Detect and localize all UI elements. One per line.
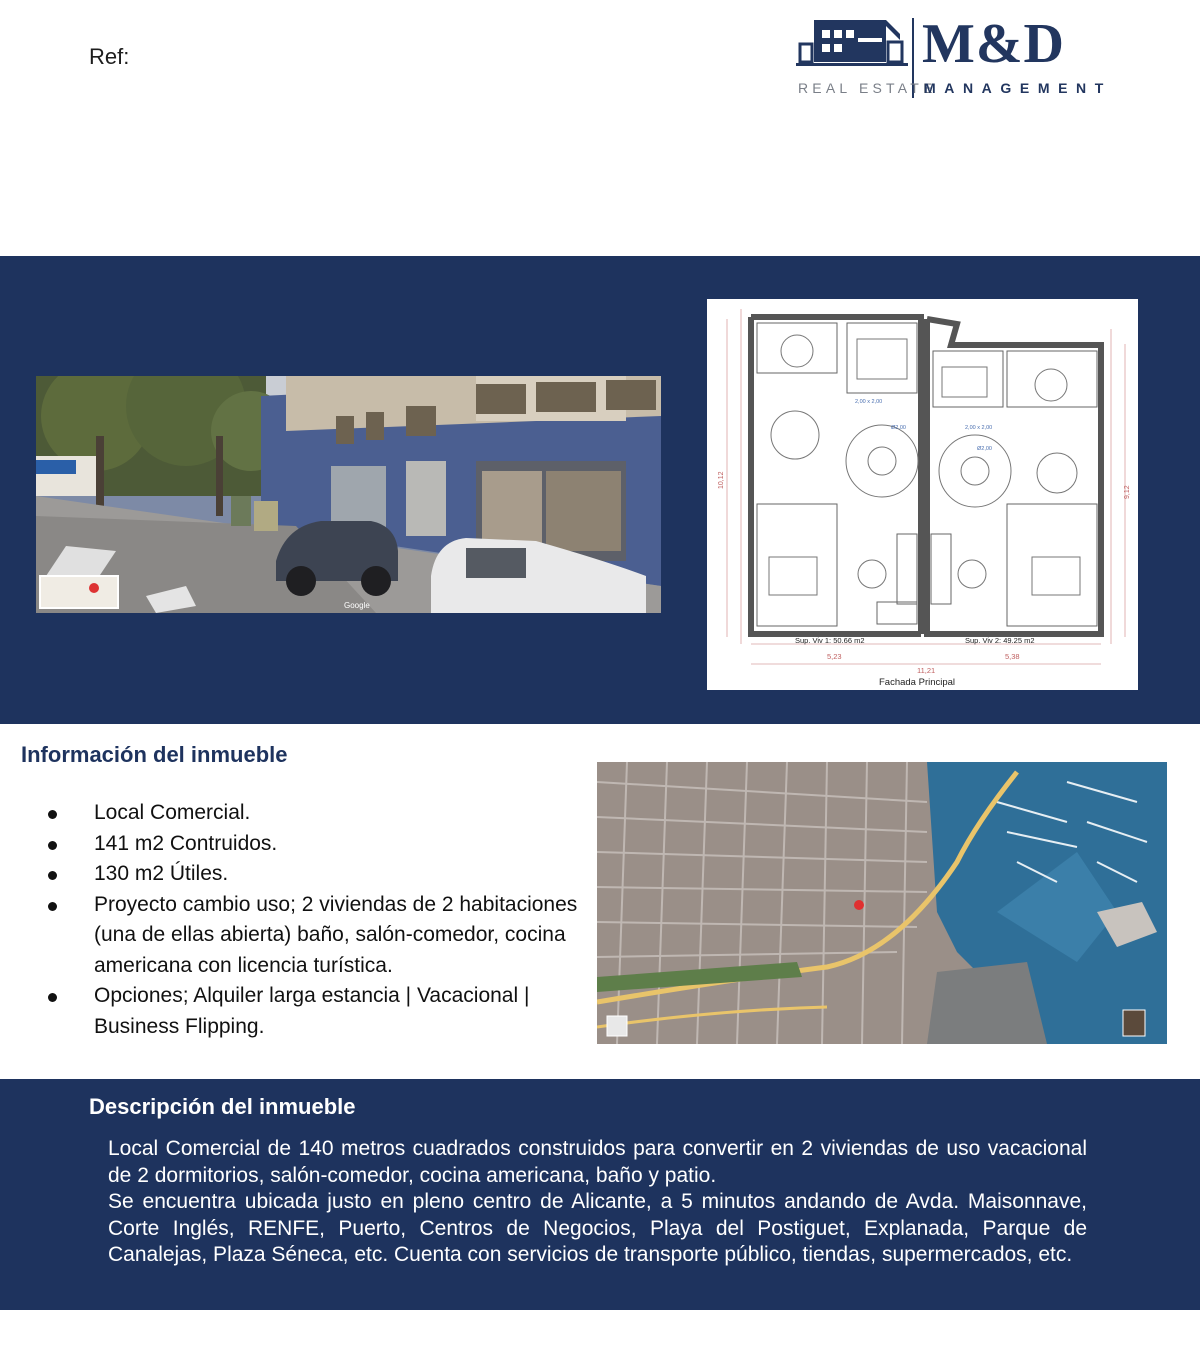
location-map (597, 762, 1167, 1044)
description-paragraph: Se encuentra ubicada justo en pleno centro de Alicante, a 5 minutos andando de Avda. Maisonnave, Corte Inglés, RENFE, Puerto, Centros de Negocios, Playa del Postiguet, Explanada, Parque de Canalejas, Plaza Séneca, etc. Cuenta con servicios de transporte público, tiendas, supermercados, etc. (108, 1190, 1087, 1266)
floor-plan-drawing (707, 299, 1138, 690)
logo-real-estate: REAL ESTATE (798, 80, 937, 96)
dim-height-right: 9,12 (1124, 485, 1131, 499)
bullet-icon (48, 871, 57, 880)
bed1-dim: 2,00 x 2,00 (855, 399, 883, 405)
ref-label: Ref: (89, 44, 130, 69)
facade-label: Fachada Principal (879, 677, 956, 688)
info-title: Información del inmueble (21, 742, 288, 767)
street-scene-image (36, 376, 661, 613)
list-item (40, 829, 600, 860)
list-item (40, 859, 600, 890)
google-watermark: Google (344, 601, 370, 610)
list-item (40, 890, 600, 982)
company-logo (796, 13, 1112, 102)
list-item-text: Local Comercial. (94, 801, 251, 824)
dim-total: 11,21 (917, 666, 936, 675)
street-view-photo (36, 376, 661, 613)
satellite-map-image (597, 762, 1167, 1044)
bullet-icon (48, 841, 57, 850)
list-item-text: Proyecto cambio uso; 2 viviendas de 2 habitaciones (una de ellas abierta) baño, salón-comedor, cocina americana con licencia turística. (94, 892, 578, 977)
bullet-icon (48, 810, 57, 819)
bed2-dim: 2,00 x 2,00 (965, 425, 993, 431)
list-item-text: 130 m2 Útiles. (94, 862, 229, 885)
dim-left: 5,23 (827, 652, 842, 661)
description-body (108, 1136, 1087, 1269)
info-list (40, 798, 600, 1042)
bullet-icon (48, 993, 57, 1002)
table1-dim: Ø2,00 (891, 425, 906, 431)
logo-management: MANAGEMENT (924, 80, 1112, 96)
dim-right: 5,38 (1005, 652, 1020, 661)
floor-plan (707, 299, 1138, 690)
bullet-icon (48, 902, 57, 911)
logo-name: M&D (922, 13, 1065, 75)
description-title: Descripción del inmueble (89, 1094, 356, 1119)
list-item-text: Opciones; Alquiler larga estancia | Vacacional | Business Flipping. (94, 984, 530, 1038)
table2-dim: Ø2,00 (977, 446, 992, 452)
unit2-area-label: Sup. Viv 2: 49.25 m2 (965, 636, 1035, 645)
list-item (40, 981, 600, 1042)
description-paragraph: Local Comercial de 140 metros cuadrados construidos para convertir en 2 viviendas de uso vacacional de 2 dormitorios, salón-comedor, cocina americana, baño y patio. (108, 1137, 1087, 1187)
list-item (40, 798, 600, 829)
building-logo-icon (796, 16, 908, 78)
dim-height-left: 10,12 (718, 471, 725, 489)
list-item-text: 141 m2 Contruidos. (94, 831, 278, 855)
unit1-area-label: Sup. Viv 1: 50.66 m2 (795, 636, 865, 645)
